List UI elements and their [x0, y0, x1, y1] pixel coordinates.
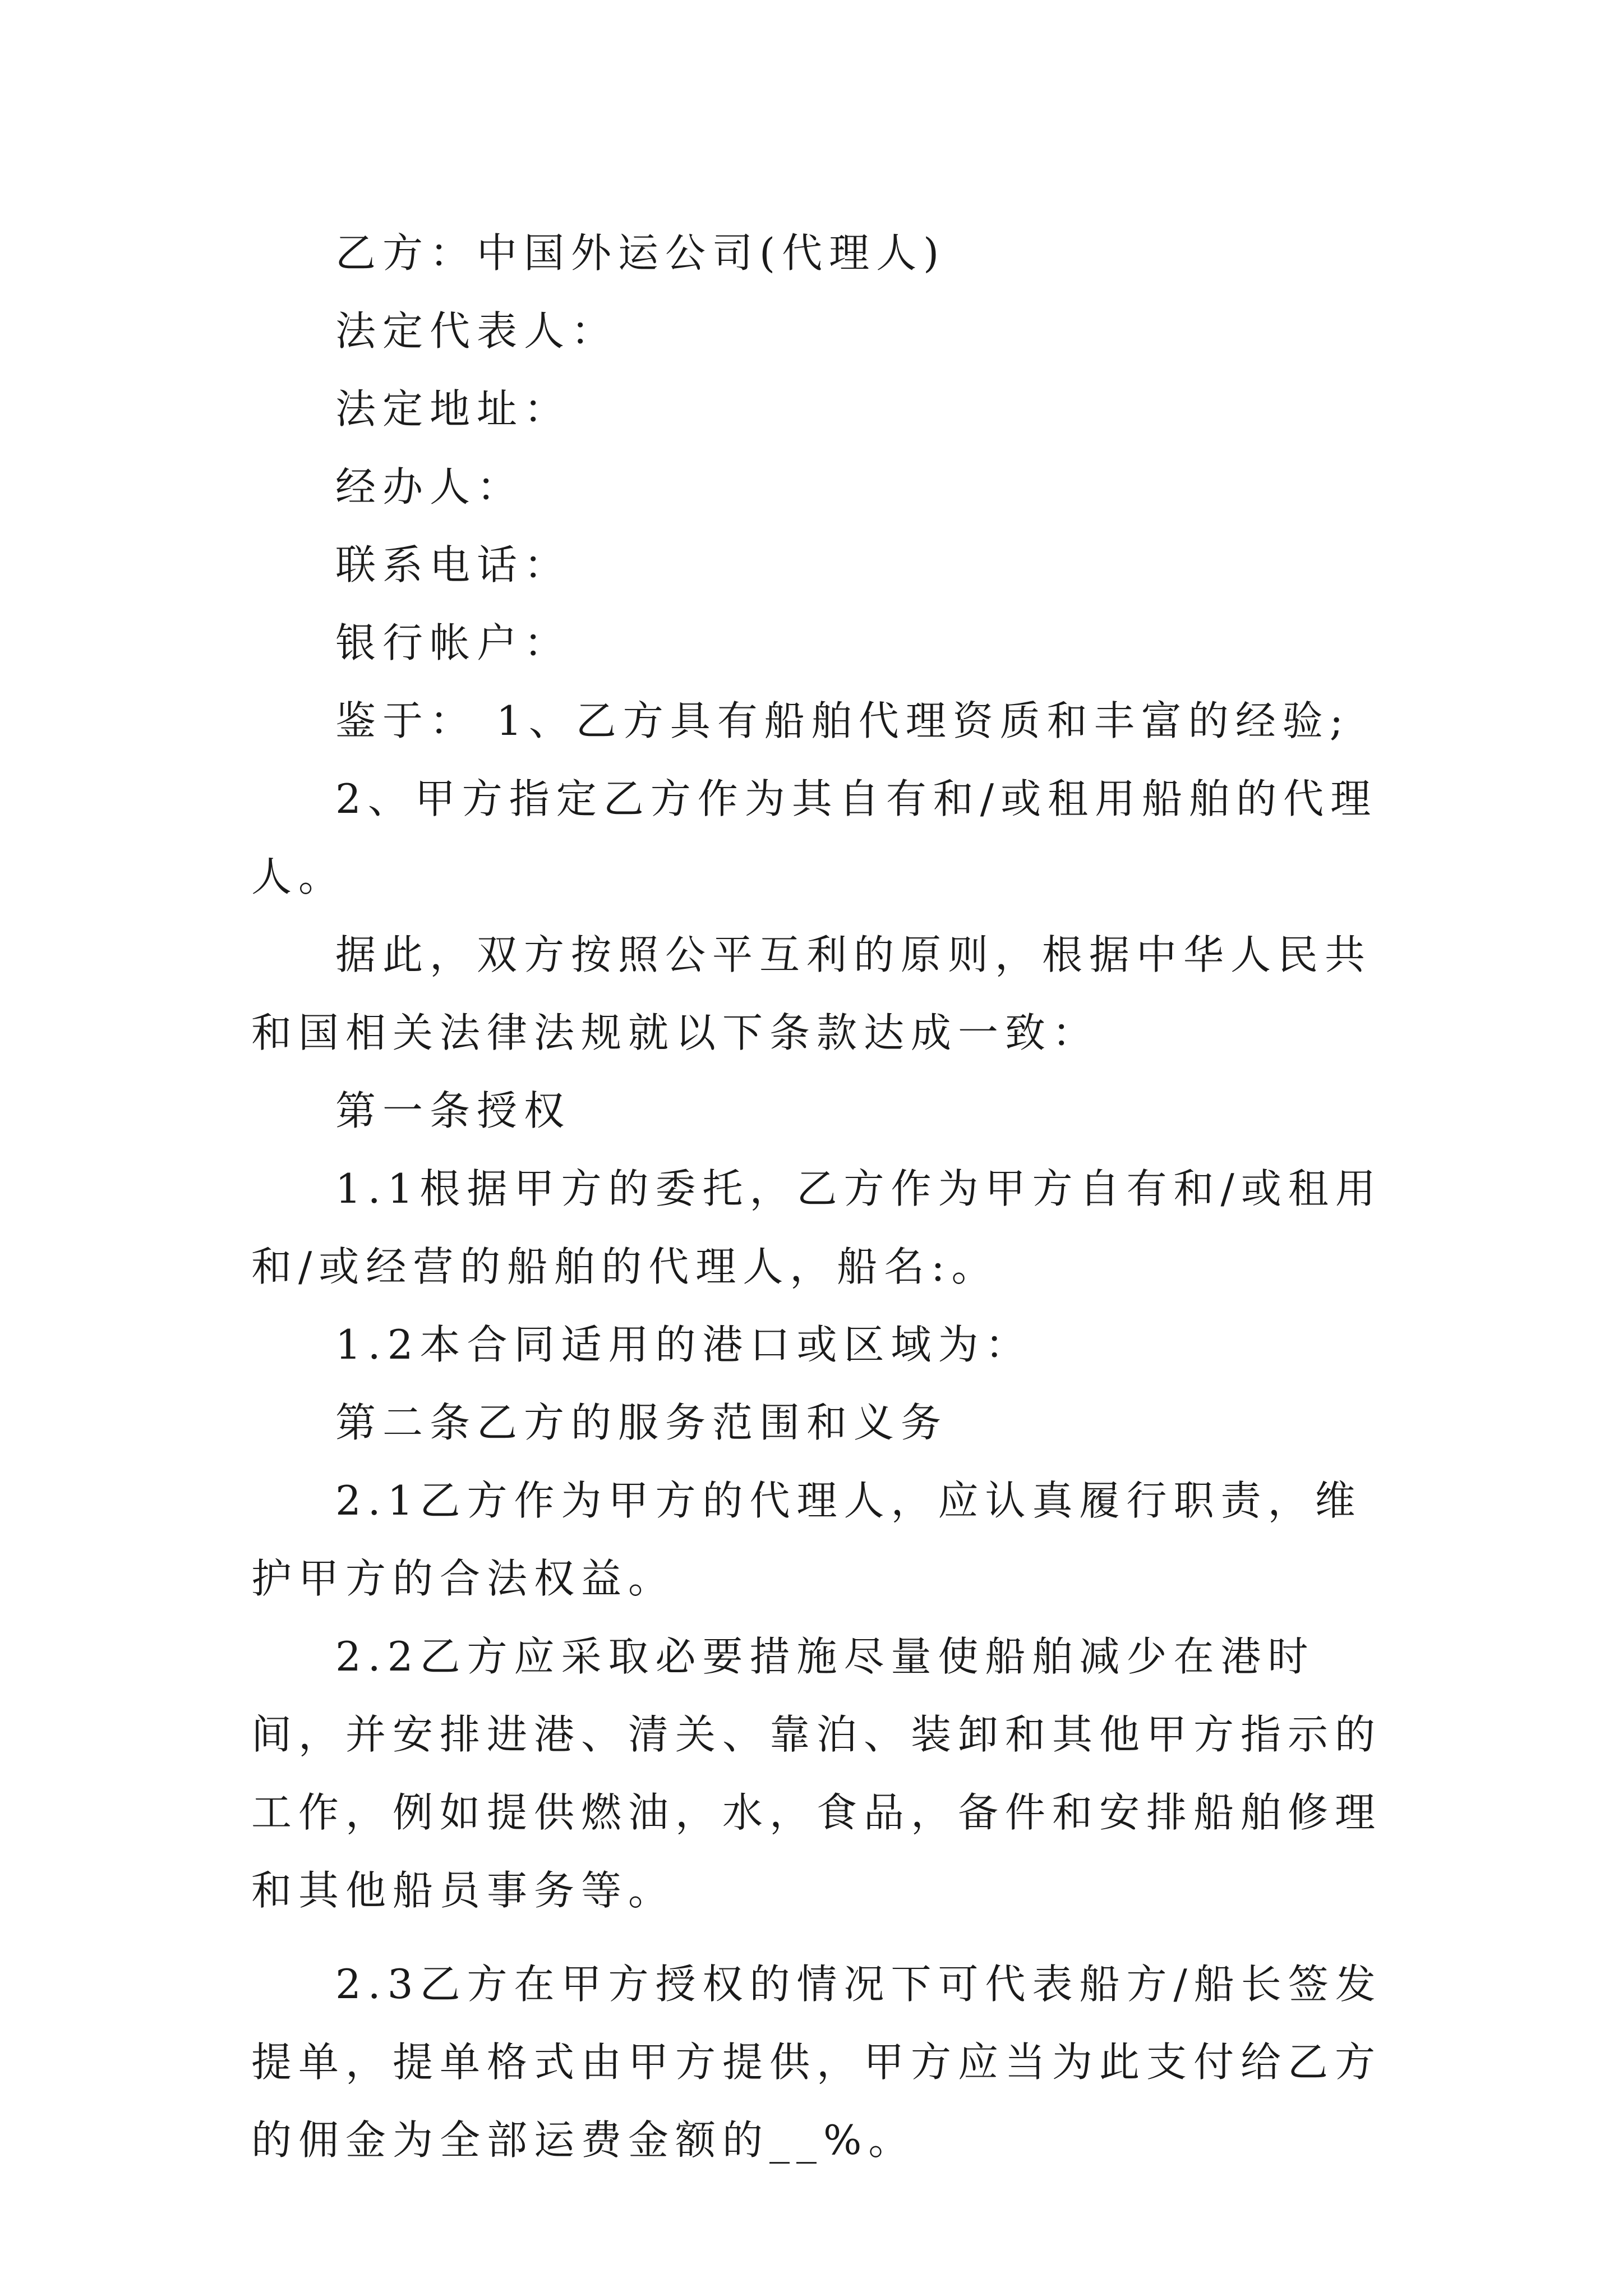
clause-2-1: 2.1乙方作为甲方的代理人，应认真履行职责，维护甲方的合法权益。 — [251, 1477, 1362, 1602]
clause-2-3: 2.3乙方在甲方授权的情况下可代表船方/船长签发提单，提单格式由甲方提供，甲方应当为此支付给乙方的佣金为全部运费金额的__%。 — [251, 1961, 1382, 2164]
phone-line: 联系电话： — [335, 541, 571, 588]
party-b-line: 乙方：中国外运公司(代理人) — [335, 229, 946, 277]
article-2-heading: 第二条乙方的服务范围和义务 — [335, 1399, 948, 1446]
legal-address-line: 法定地址： — [335, 385, 571, 432]
whereas-clause-2: 2、甲方指定乙方作为其自有和/或租用船舶的代理人。 — [251, 775, 1378, 900]
legal-representative-line: 法定代表人： — [335, 307, 619, 355]
bank-account-line: 银行帐户： — [335, 619, 571, 666]
agreement-preamble: 据此，双方按照公平互利的原则，根据中华人民共和国相关法律法规就以下条款达成一致： — [251, 931, 1372, 1056]
document-body — [251, 214, 1395, 2179]
clause-1-2: 1.2本合同适用的港口或区域为： — [335, 1321, 1032, 1368]
article-1-heading: 第一条授权 — [335, 1087, 571, 1134]
clause-2-2: 2.2乙方应采取必要措施尽量使船舶减少在港时间，并安排进港、清关、靠泊、装卸和其他甲方指示的工作，例如提供燃油，水，食品，备件和安排船舶修理和其他船员事务等。 — [251, 1633, 1382, 1914]
handler-line: 经办人： — [335, 463, 524, 510]
clause-1-1: 1.1根据甲方的委托，乙方作为甲方自有和/或租用和/或经营的船舶的代理人，船名:。 — [251, 1165, 1382, 1290]
whereas-clause-1: 鉴于： 1、乙方具有船舶代理资质和丰富的经验; — [335, 697, 1350, 744]
